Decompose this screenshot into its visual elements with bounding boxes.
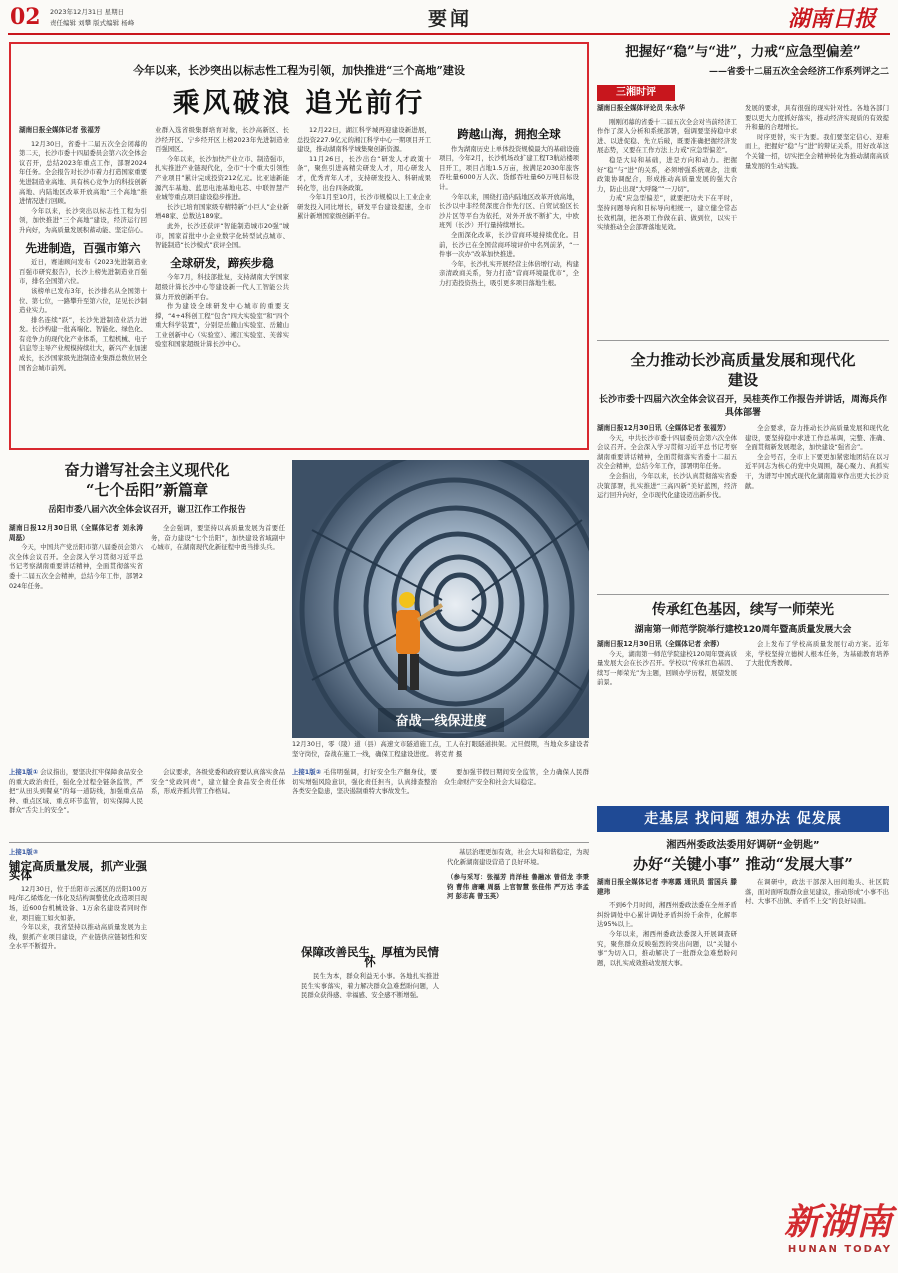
changsha-byline: 湖南日报12月30日讯（全媒体记者 张福芳） <box>597 424 730 432</box>
lead-col-4 <box>439 126 579 446</box>
grassroots-p2: 今年以来，湘西州委政法委深入开展调查研究，聚焦群众反映强烈的突出问题，以“关键小事”为切入口，推动解决了一批群众急难愁盼问题，以扎实成效推动发展大事。 <box>597 929 737 967</box>
lead-subhead-1: 先进制造，百强市第六 <box>25 240 141 255</box>
lead-p17: 全面深化改革，长沙营商环境持续优化。目前，长沙已在全国营商环境评价中名列前茅，“一件事一次办”改革加快推进。 <box>439 230 579 259</box>
yueyang-title-1: 奋力谱写社会主义现代化 <box>64 461 230 479</box>
cont3-p1: 12月30日，位于岳阳市云溪区的岳阳100万吨/年乙烯炼化一体化及结构调整优化改造项目现场，近600台机械设备、1万余名建设者同时作业，项目施工如火如荼。 <box>9 884 147 922</box>
lead-col-3 <box>297 126 431 446</box>
cont2-article <box>292 768 589 838</box>
yueyang-article <box>9 460 285 760</box>
grassroots-p1: 不到6个月时间，湘西州委政法委在全州矛盾纠纷调处中心累计调处矛盾纠纷千余件，化解率达95%以上。 <box>597 901 737 929</box>
lead-title: 乘风破浪 追光前行 <box>172 88 426 119</box>
normal-univ-p1: 今天，湖南第一师范学院建校120周年暨高质量发展大会在长沙召开。学校以“传承红色基因、续写一师荣光”为主题，回顾办学历程，展望发展前景。 <box>597 649 737 687</box>
normal-univ-p2: 会上发布了学校高质量发展行动方案。近年来，学校坚持立德树人根本任务，为基础教育培养了大批优秀教师。 <box>745 640 889 668</box>
commentary-col-2 <box>745 104 889 332</box>
grassroots-byline: 湖南日报全媒体记者 李寒露 通讯员 雷国兵 滕建玮 <box>597 878 737 896</box>
cont3-p4: 基层治理更加有效，社会大局和谐稳定，为现代化新湖南建设营造了良好环境。 <box>447 848 589 866</box>
cont3-col-4 <box>447 848 589 1266</box>
food-col-1 <box>9 768 143 838</box>
commentary-p1: 刚刚闭幕的省委十二届五次全会对当前经济工作作了深入分析和系统部署，强调要坚持稳中求进、以进促稳、先立后破，既要准确把握经济发展态势，又要在工作方法上力戒“应急型偏差”。 <box>597 117 737 155</box>
page-date: 2023年12月31日 星期日 <box>50 8 125 16</box>
changsha-subtitle: 长沙市委十四届六次全体会议召开，吴桂英作工作报告并讲话，周海兵作具体部署 <box>598 395 887 418</box>
cont2-p2: 要加强节假日期间安全监管，全力确保人民群众生命财产安全和社会大局稳定。 <box>444 768 589 786</box>
commentary-p4: 发展的要求，具有很强的现实针对性。各地各部门要以更大力度抓好落实，推动经济实现质的有效提升和量的合理增长。 <box>745 104 889 132</box>
cont3-authors: （参与采写：张福芳 肖洋桂 鲁融冰 曾佰龙 李秉钧 曹伟 唐曦 周磊 上官智慧 张佳伟 严万达 李孟河 彭志高 曾玉英） <box>447 873 589 901</box>
yueyang-p2: 全会强调，要坚持以高质量发展为首要任务，奋力建设“七个岳阳”，加快建设省域副中心城市，在湖南现代化新征程中勇当排头兵。 <box>151 524 285 552</box>
grassroots-banner-text: 走基层 找问题 想办法 促发展 <box>644 811 842 827</box>
food-col-2 <box>151 768 285 838</box>
cont2-col-2 <box>444 768 589 838</box>
normal-univ-title: 传承红色基因，续写一师荣光 <box>652 602 834 618</box>
watermark-sub: HUNAN TODAY <box>787 1244 892 1255</box>
grassroots-kicker: 湘西州委政法委用好调研“金钥匙” <box>666 840 820 851</box>
page-number: 02 <box>10 4 41 30</box>
lead-p14: 今年1月至10月，长沙市规模以上工业企业研发投入同比增长，研发平台建设提速，全市累计新增国家级创新平台。 <box>297 193 431 221</box>
lead-article <box>9 42 589 450</box>
food-cont-tag: 上接1版① <box>9 768 39 776</box>
watermark-logo <box>752 1200 892 1270</box>
food-p1: 会议指出，要坚决扛牢保障食品安全的重大政治责任，强化全过程全链条监管，严把“从田头到餐桌”的每一道防线，加强重点品种、重点区域、重点环节监管，切实保障人民群众“舌尖上的安全”。 <box>9 768 143 815</box>
lead-p1: 12月30日，省委十二届五次全会闭幕的第二天，长沙市委十四届委员会第六次全体会议召开，总结2023年重点工作，部署2024年任务。全会报告对长沙市着力打造国家重要先进制造业高地、具有核心竞争力的科技创新高地、内陆地区改革开放高地“三个高地”推进情况进行回顾。 <box>19 139 147 206</box>
yueyang-byline: 湖南日报12月30日讯（全媒体记者 刘永涛 周磊） <box>9 524 143 542</box>
commentary-byline: 湖南日报全媒体评论员 朱永华 <box>597 104 686 112</box>
photo-block <box>292 460 589 765</box>
changsha-p2: 全会指出，今年以来，长沙认真贯彻落实省委决策部署，扎实推进“三高四新”美好蓝图，经济运行回升向好，全市现代化建设迈出新步伐。 <box>597 471 737 500</box>
photo-label: 奋战一线保进度 <box>395 714 487 729</box>
lead-p8: 长沙已培育国家级专精特新“小巨人”企业新增48家、总数达189家。 <box>155 202 289 221</box>
grassroots-banner <box>597 806 889 832</box>
tunnel-photo <box>292 460 589 738</box>
yueyang-title-2: “七个岳阳”新篇章 <box>85 481 209 499</box>
changsha-p4: 全会号召，全市上下要更加紧密地团结在以习近平同志为核心的党中央周围，凝心聚力、真抓实干，为谱写中国式现代化湖南篇章作出更大长沙贡献。 <box>745 452 889 490</box>
grassroots-p3: 在调研中，政法干部深入田间地头、社区院落，面对面听取群众意见建议，推动形成“小事不出村、大事不出镇、矛盾不上交”的良好局面。 <box>745 878 889 906</box>
lead-col-2 <box>155 126 289 446</box>
changsha-p3: 全会要求，奋力推动长沙高质量发展和现代化建设，要坚持稳中求进工作总基调，完整、准确、全面贯彻新发展理念，加快建设“强省会”。 <box>745 424 889 452</box>
yueyang-p1: 今天，中国共产党岳阳市第八届委员会第六次全体会议召开。全会深入学习贯彻习近平总书记考察湖南重要讲话精神，全面贯彻落实省委十二届五次全会精神，总结今年工作，部署2024年任务。 <box>9 543 143 590</box>
cont3-p3: 民生为本，群众利益无小事。各地扎实推进民生实事落实，着力解决群众急难愁盼问题，人民群众获得感、幸福感、安全感不断增强。 <box>301 972 439 1000</box>
commentary-p5: 时序更替，实干为要。我们要坚定信心、迎难而上，把握好“稳”与“进”的辩证关系，用好改革这个关键一招，切实把全会精神转化为推动湖南高质量发展的生动实践。 <box>745 132 889 170</box>
normal-univ-article <box>597 600 889 798</box>
changsha-col-1 <box>597 424 737 588</box>
lead-p11: 作为建设全球研发中心城市的重要支撑，“4+4科创工程”包含“四大实验室”和“四个重大科学装置”，分别是岳麓山实验室、岳麓山工业创新中心（实验室）、湘江实验室、芙蓉实验室和国家超级计算长沙中心。 <box>155 302 289 349</box>
changsha-col-2 <box>745 424 889 588</box>
section-title: 要闻 <box>428 8 473 30</box>
commentary-subtitle: ——省委十二届五次全会经济工作系列评之二 <box>708 67 889 77</box>
changsha-p1: 今天，中共长沙市委十四届委员会第六次全体会议召开。全会深入学习贯彻习近平总书记考察湖南重要讲话精神，全面贯彻落实省委十二届五次全会精神，总结今年工作，部署明年任务。 <box>597 433 737 471</box>
grassroots-title: 办好“关键小事” 推动“发展大事” <box>633 855 853 873</box>
yueyang-col-2 <box>151 524 285 760</box>
cont2-tag: 上接1版② <box>292 768 322 776</box>
normal-univ-byline: 湖南日报12月30日讯（全媒体记者 余蓉） <box>597 640 724 648</box>
lead-p9: 此外，长沙还获评“智能制造城市20强”城市，国家首批中小企业数字化转型试点城市、智能制造“长沙模式”获评全国。 <box>155 221 289 250</box>
commentary-badge <box>597 85 675 101</box>
lead-byline: 湖南日报全媒体记者 张福芳 <box>19 126 101 134</box>
food-safety-article <box>9 768 285 838</box>
watermark-main: 新湖南 <box>783 1201 892 1243</box>
grassroots-col-1 <box>597 878 737 1266</box>
normal-univ-subtitle: 湖南第一师范学院举行建校120周年暨高质量发展大会 <box>634 625 852 635</box>
photo-caption: 12月30日，零（陵）道（县）高速文市隧道施工点，工人在打眼隧道拱架。元旦假期，当地众多建设者坚守岗位，奋战在施工一线，确保工程建设进度。 蒋克青 摄 <box>292 740 589 758</box>
page-header <box>8 4 890 32</box>
cont3-col-2 <box>155 848 293 1266</box>
lead-p6: 业群入选省级集群培育对象，长沙高新区、长沙经开区、宁乡经开区上榜2023年先进制造业百强园区。 <box>155 126 289 154</box>
commentary-article <box>597 42 889 332</box>
lead-p12: 12月22日，湖江科学城再迎建设新进展，总投资227.9亿元的湘江科学中心一期项目开工建设，推动湖南科学城集聚创新资源。 <box>297 126 431 154</box>
cont3-p2: 今年以来，我省坚持以推动高质量发展为主线，狠抓产业项目建设，产业链供应链韧性和安全水平不断提升。 <box>9 923 147 951</box>
lead-p13: 11月26日，长沙出台“研发人才政策十条”，聚焦引进高精尖研发人才，用心研发人才，优秀青年人才，支持研发投入、科研成果转化等，出台四条政策。 <box>297 154 431 192</box>
lead-p3: 近日，赛迪顾问发布《2023先进制造业百强市研究报告》，长沙上榜先进制造业百强市，排名全国第六位。 <box>19 258 147 286</box>
masthead-logo: 湖南日报 <box>788 6 877 32</box>
normal-univ-col-1 <box>597 640 737 798</box>
normal-univ-col-2 <box>745 640 889 798</box>
lead-p4: 该榜单已发布3年，长沙排名从全国第十位、第七位，一路攀升至第六位，足见长沙制造业实力。 <box>19 286 147 315</box>
cont3-subhead-2: 保障改善民生，厚植为民情怀 <box>301 945 439 969</box>
food-p2: 会议要求，各级党委和政府要认真落实食品安全“党政同责”，建立健全食品安全责任体系，形成齐抓共管工作格局。 <box>151 768 285 796</box>
lead-p16: 今年以来，围绕打造内陆地区改革开放高地，长沙以中非经贸深度合作先行区、自贸试验区长沙片区等平台为依托，对外开放不断扩大，中欧班列（长沙）开行量持续增长。 <box>439 192 579 230</box>
cont3-article <box>9 848 589 1266</box>
cont2-p1: 毛伟明强调，打好安全生产翻身仗，要切实增强风险意识，强化责任担当，认真排查整治各类安全隐患，坚决遏制重特大事故发生。 <box>292 768 437 796</box>
changsha-article <box>597 350 889 588</box>
commentary-title: 把握好“稳”与“进”，力戒“应急型偏差” <box>625 44 861 60</box>
yueyang-col-1 <box>9 524 143 760</box>
page-editors: 责任编辑 刘攀 版式编辑 杨峰 <box>50 19 135 27</box>
commentary-p3: 力戒“应急型偏差”，就要把功夫下在平时，坚持问题导向和目标导向相统一，建立健全常态长效机制，把各项工作做在前、做到位，以实干实绩推动全会部署落地见效。 <box>597 194 737 232</box>
lead-p15: 作为湖南历史上单体投资规模最大的基础设施项目，今年2月，长沙机场改扩建工程T3航站楼项目开工，项目占地1.5万亩，按满足2030年旅客吞吐量6000万人次、货邮吞吐量60万吨目标设计。 <box>439 144 579 191</box>
lead-col-1 <box>19 126 147 446</box>
lead-p10: 今年7月，科技部批复，支持湖南大学国家超级计算长沙中心等建设新一代人工智能公共算力开放创新平台。 <box>155 273 289 301</box>
commentary-p2: 稳是大局和基础，进是方向和动力。把握好“稳”与“进”的关系，必须增强系统观念，注重政策协调配合，形成推动高质量发展的强大合力，防止出现“大呼隆”“一刀切”。 <box>597 155 737 193</box>
cont3-subhead-1: 铺定高质量发展，抓产业强实体 <box>9 858 147 883</box>
lead-p2: 今年以来，长沙突出以标志性工程为引领，加快推进“三个高地”建设，经济运行回升向好，为高质量发展积蓄动能、坚定信心。 <box>19 206 147 234</box>
yueyang-subtitle: 岳阳市委八届六次全体会议召开，谢卫江作工作报告 <box>48 505 246 515</box>
lead-p7: 今年以来，长沙加快产业立市、制造强市，扎实推进产业链现代化，全市“十个重大引领性产业项目”累计完成投资212亿元。比亚迪新能源汽车基地、蓝思电池基地电芯、中联智慧产业城等重点项目建设稳步推进。 <box>155 154 289 202</box>
changsha-title: 全力推动长沙高质量发展和现代化建设 <box>630 351 856 389</box>
lead-p5: 排名连续“跃”，长沙先进制造业活力迸发。长沙构建一批高端化、智能化、绿色化、有竞争力的现代化产业体系，工程机械、电子信息等主导产业规模持续壮大，新兴产业加速成长，长沙国家级先进制造业集群总数位居全国省会城市前列。 <box>19 315 147 372</box>
cont3-col-3 <box>301 848 439 1266</box>
commentary-col-1 <box>597 104 737 332</box>
commentary-badge-label: 三湘时评 <box>616 87 656 98</box>
lead-kicker: 今年以来，长沙突出以标志性工程为引领，加快推进“三个高地”建设 <box>133 64 465 77</box>
grassroots-col-2 <box>745 878 889 1178</box>
cont3-tag: 上接1版③ <box>9 848 39 856</box>
cont3-col-1 <box>9 848 147 1266</box>
lead-subhead-3: 跨越山海，拥抱全球 <box>457 127 561 141</box>
cont2-col-1 <box>292 768 437 838</box>
lead-p18: 今年，长沙扎实开展经营主体倍增行动，构建亲清政商关系，努力打造“营商环境最优市”，全力打造投资热土，吸引更多项目落地生根。 <box>439 259 579 287</box>
lead-subhead-2: 全球研发，蹄疾步稳 <box>170 255 274 270</box>
